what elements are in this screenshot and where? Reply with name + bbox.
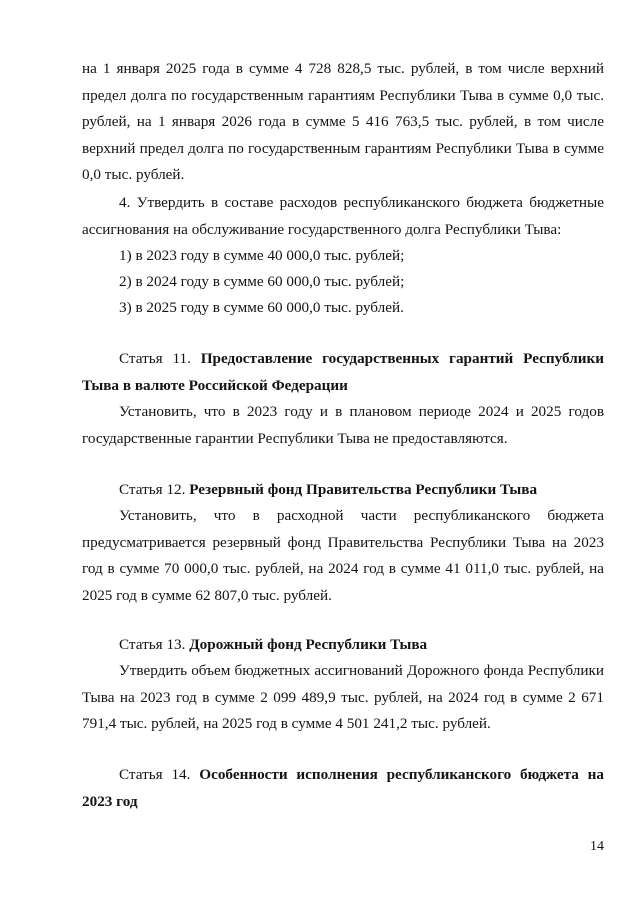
article-title: Дорожный фонд Республики Тыва [189,636,428,653]
article-13-heading [82,632,604,659]
article-11-heading [82,346,604,399]
article-number: Статья 12. [119,481,186,498]
article-title: Особенности исполнения республиканского бюджета на 2023 год [82,766,605,810]
paragraph-debt-limit: на 1 января 2025 года в сумме 4 728 828,5 тыс. рублей, в том числе верхний предел долга по государственным гарантиям Республики Тыва в сумме 0,0 тыс. рублей, на 1 января 2026 года в сумме 5 416 763,5 тыс. рублей, в том числе верхний предел долга по государственным гарантиям Республики Тыва в сумме 0,0 тыс. рублей. [82,60,604,184]
list-item: 2) в 2024 году в сумме 60 000,0 тыс. рублей; [119,273,405,290]
list-item: 3) в 2025 году в сумме 60 000,0 тыс. рублей. [119,299,404,316]
article-12-heading [82,477,604,504]
article-14-heading [82,762,604,815]
page-number: 14 [590,839,604,854]
list-item: 1) в 2023 году в сумме 40 000,0 тыс. рублей; [119,247,405,264]
article-number: Статья 13. [119,636,186,653]
article-number: Статья 14. [119,766,191,783]
paragraph-item-4: 4. Утвердить в составе расходов республиканского бюджета бюджетные ассигнования на обслуживание государственного долга Республики Тыва: [82,194,604,238]
article-title: Резервный фонд Правительства Республики Тыва [189,481,538,498]
article-11-body: Установить, что в 2023 году и в плановом периоде 2024 и 2025 годов государственные гарантии Республики Тыва не предоставляются. [82,403,604,447]
article-title: Предоставление государственных гарантий Республики Тыва в валюте Российской Федерации [82,350,604,394]
article-13-body: Утвердить объем бюджетных ассигнований Дорожного фонда Республики Тыва на 2023 год в сумме 2 099 489,9 тыс. рублей, на 2024 год в сумме 2 671 791,4 тыс. рублей, на 2025 год в сумме 4 501 241,2 тыс. рублей. [82,662,604,733]
article-12-body: Установить, что в расходной части республиканского бюджета предусматривается резервный фонд Правительства Республики Тыва на 2023 год в сумме 70 000,0 тыс. рублей, на 2024 год в сумме 41 011,0 тыс. рублей, на 2025 год в сумме 62 807,0 тыс. рублей. [82,507,604,604]
article-number: Статья 11. [119,350,191,367]
